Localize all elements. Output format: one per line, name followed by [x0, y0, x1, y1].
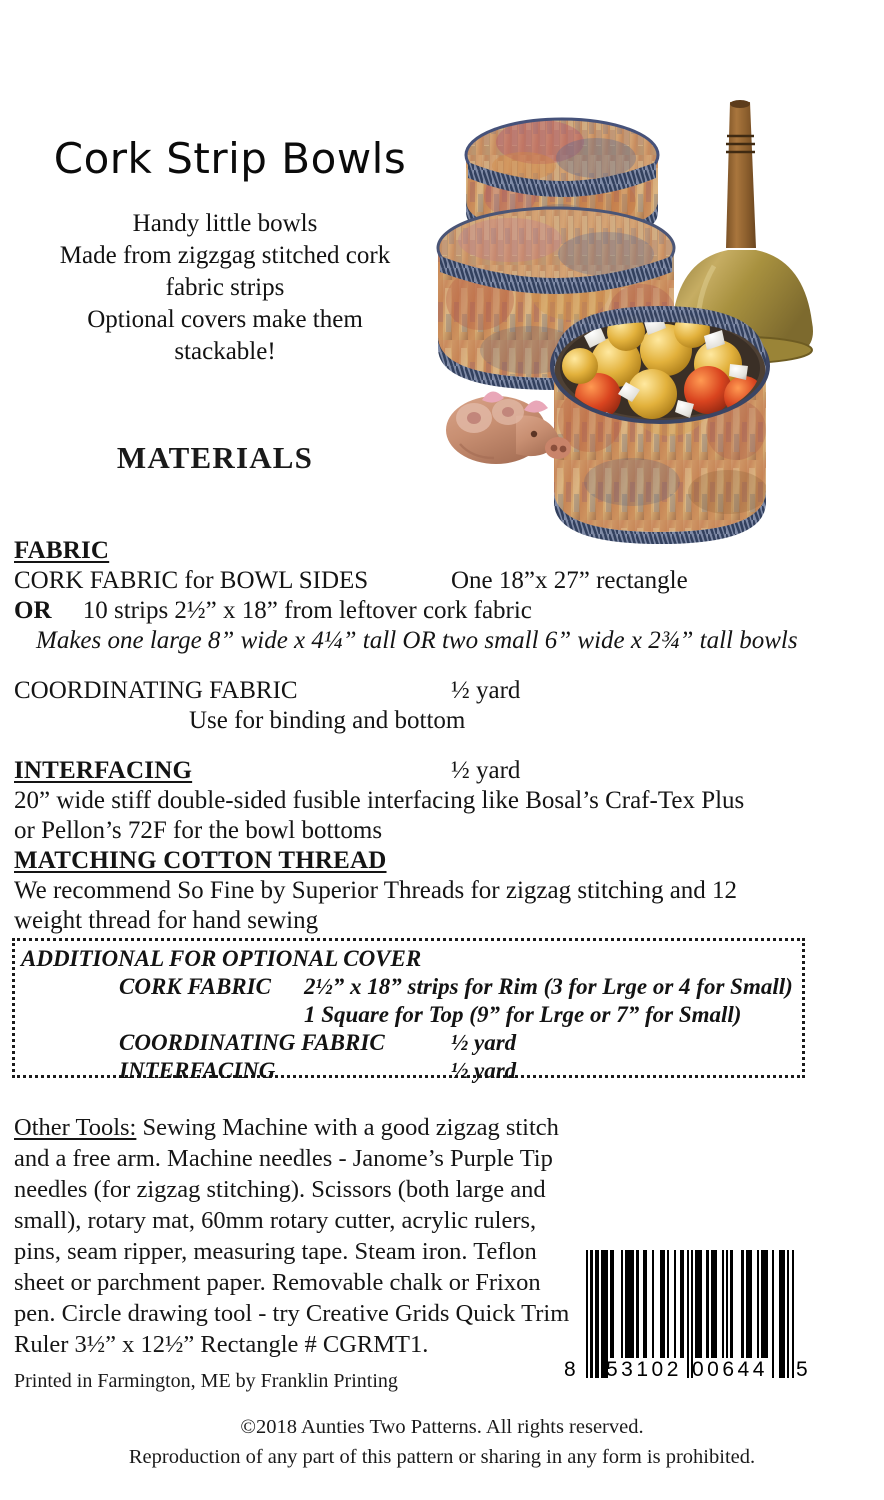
optional-coordinating-row: [21, 1029, 796, 1057]
candy-bowl-illustration: [552, 306, 768, 544]
barcode-check-digit: 5: [796, 1358, 808, 1381]
optional-interfacing-label: INTERFACING: [119, 1058, 276, 1083]
optional-coordinating-value: ½ yard: [451, 1030, 517, 1055]
spacer: [14, 656, 870, 676]
coordinating-fabric-note: Use for binding and bottom: [189, 707, 466, 734]
optional-cover-content: [21, 945, 796, 1085]
subtitle-line: Handy little bowls: [132, 210, 318, 237]
makes-note: Makes one large 8” wide x 4¼” tall OR two small 6” wide x 2¾” tall bowls: [36, 627, 798, 654]
copyright-block: [0, 1412, 884, 1472]
materials-list: [14, 536, 870, 936]
subtitle-line: Optional covers make them: [87, 306, 363, 333]
barcode-digits: [564, 1358, 814, 1386]
cork-fabric-label: CORK FABRIC for BOWL SIDES: [14, 567, 369, 594]
optional-cork-fabric-label: CORK FABRIC: [119, 974, 271, 999]
subtitle-line: Made from zigzgag stitched cork: [59, 242, 391, 269]
product-photo: [420, 100, 884, 560]
optional-coordinating-label: COORDINATING FABRIC: [119, 1030, 385, 1055]
copyright-line: ©2018 Aunties Two Patterns. All rights reserved.: [240, 1416, 644, 1438]
interfacing-desc-line: or Pellon’s 72F for the bowl bottoms: [14, 817, 383, 844]
coordinating-fabric-label: COORDINATING FABRIC: [14, 677, 298, 704]
other-tools-paragraph: [14, 1112, 574, 1360]
upc-barcode: [564, 1250, 814, 1402]
optional-cork-fabric-value: 2½” x 18” strips for Rim (3 for Lrge or 4 for Small): [304, 974, 793, 999]
page-title: Cork Strip Bowls: [53, 134, 407, 183]
barcode-first-digit: 8: [564, 1358, 576, 1381]
optional-cover-box: [12, 938, 805, 1083]
spacer: [14, 736, 870, 756]
barcode-left-group: 53102: [606, 1358, 682, 1381]
subtitle-block: [20, 208, 430, 368]
reproduction-notice: Reproduction of any part of this pattern or sharing in any form is prohibited.: [128, 1446, 756, 1468]
thread-desc-line: weight thread for hand sewing: [14, 907, 319, 934]
cork-fabric-row: [14, 566, 870, 596]
coordinating-fabric-row: [14, 676, 870, 706]
optional-cover-heading: ADDITIONAL FOR OPTIONAL COVER: [21, 946, 422, 971]
optional-cork-top-value: 1 Square for Top (9” for Lrge or 7” for Small): [304, 1002, 742, 1027]
optional-cork-fabric-row: [21, 973, 796, 1001]
materials-heading: MATERIALS: [116, 440, 314, 475]
subtitle-line: stackable!: [174, 338, 276, 365]
thread-desc-line: We recommend So Fine by Superior Threads for zigzag stitching and 12: [14, 877, 738, 904]
interfacing-row: [14, 756, 870, 786]
or-text: 10 strips 2½” x 18” from leftover cork fabric: [82, 597, 532, 624]
optional-interfacing-value: ½ yard: [451, 1058, 517, 1083]
interfacing-section-heading: INTERFACING: [14, 757, 193, 784]
subtitle-line: fabric strips: [165, 274, 285, 301]
other-tools-label: Other Tools:: [14, 1114, 137, 1141]
barcode-right-group: 00644: [692, 1358, 768, 1381]
optional-interfacing-row: [21, 1057, 796, 1085]
fabric-section-heading: FABRIC: [14, 537, 110, 564]
coordinating-fabric-value: ½ yard: [451, 677, 521, 704]
printer-credit: Printed in Farmington, ME by Franklin Printing: [14, 1370, 398, 1392]
optional-cork-top-row: [21, 1001, 796, 1029]
cork-fabric-alt-row: [14, 596, 870, 626]
or-label: OR: [14, 597, 52, 624]
thread-section-heading: MATCHING COTTON THREAD: [14, 847, 387, 874]
interfacing-desc-line: 20” wide stiff double-sided fusible interfacing like Bosal’s Craf-Tex Plus: [14, 787, 745, 814]
interfacing-value: ½ yard: [451, 757, 521, 784]
cork-fabric-value: One 18”x 27” rectangle: [451, 567, 688, 594]
other-tools-text: Sewing Machine with a good zigzag stitch and a free arm. Machine needles - Janome’s Purple Tip needles (for zigzag stitching). Scissors (both large and small), rotary mat, 60mm rotary cutter, acrylic rulers, pins, seam ripper, measuring tape. Steam iron. Teflon sheet or parchment paper. Removable chalk or Frixon pen. Circle drawing tool - try Creative Grids Quick Trim Ruler 3½” x 12½” Rectangle # CGRMT1.: [14, 1114, 570, 1358]
